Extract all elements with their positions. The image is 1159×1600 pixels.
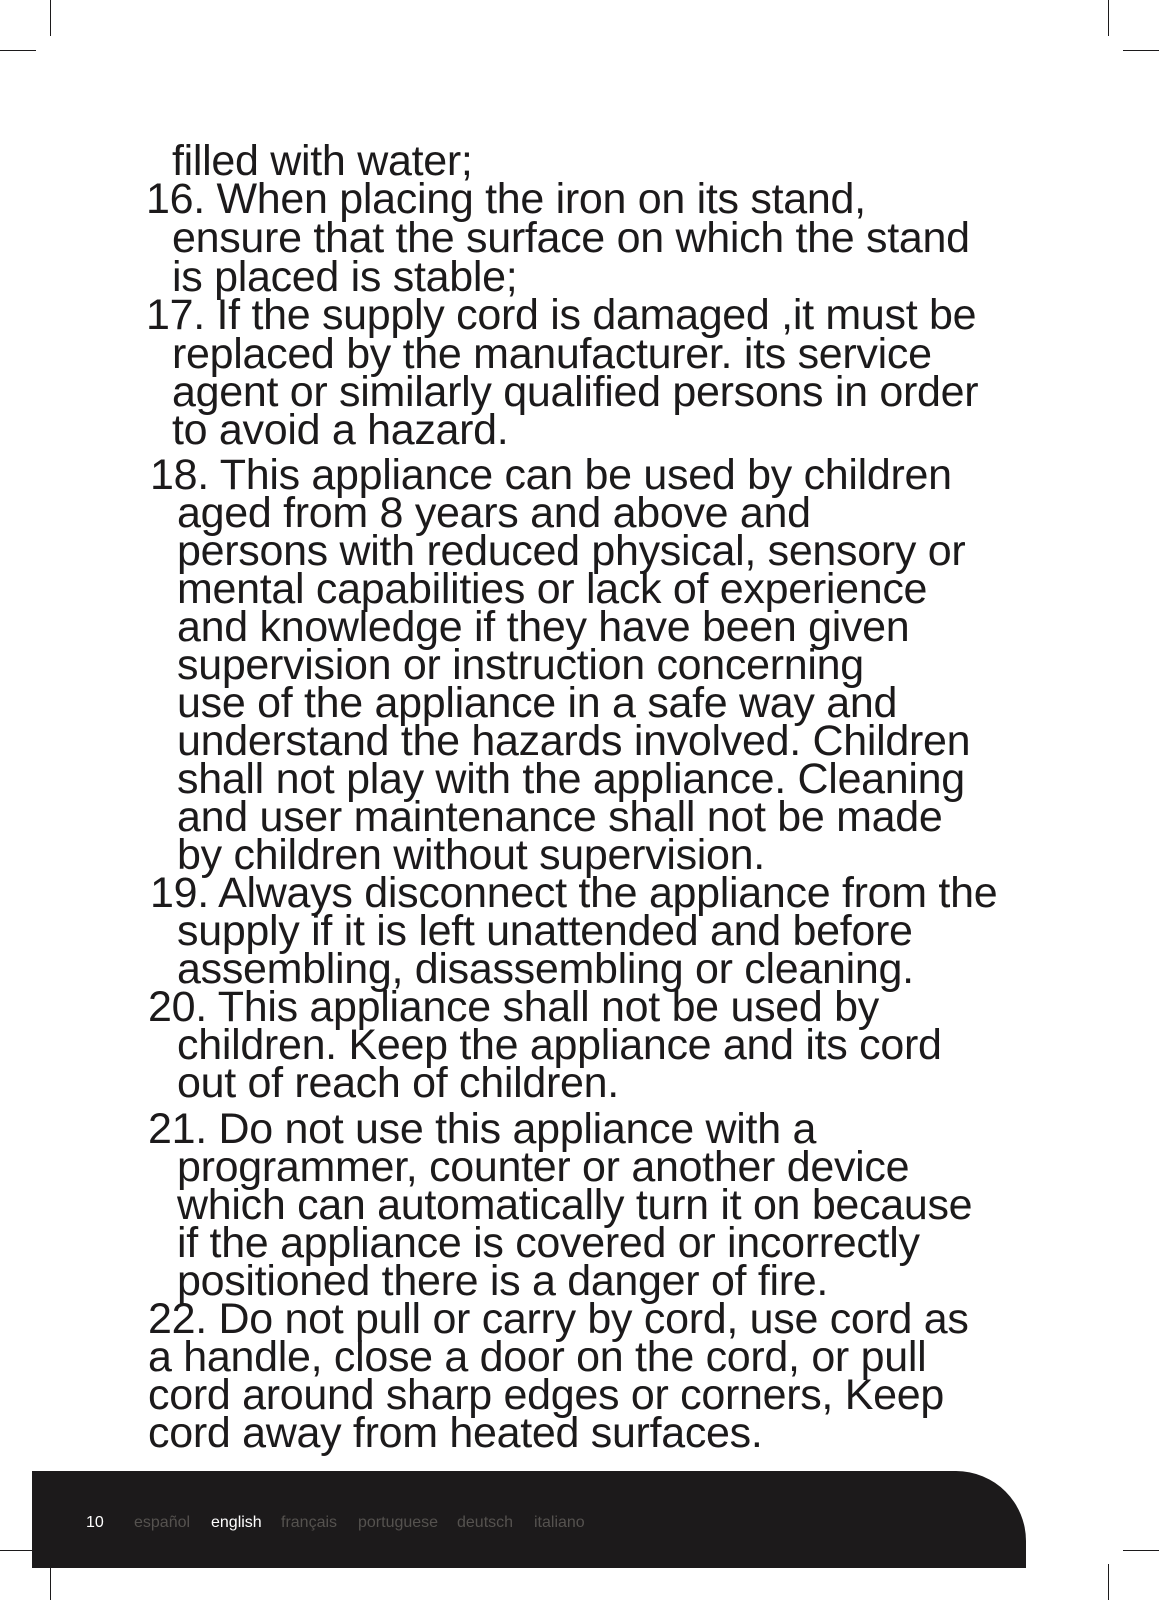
text-line: filled with water; bbox=[172, 137, 473, 185]
crop-mark-bottom-right-vertical bbox=[1108, 1564, 1109, 1600]
page-number: 10 bbox=[86, 1514, 104, 1531]
text-line: supply if it is left unattended and before bbox=[177, 907, 913, 955]
text-line: 19. Always disconnect the appliance from the bbox=[150, 869, 998, 917]
text-line: a handle, close a door on the cord, or pull bbox=[148, 1333, 927, 1381]
text-line: 21. Do not use this appliance with a bbox=[148, 1105, 817, 1153]
text-line: 22. Do not pull or carry by cord, use cord as bbox=[148, 1295, 969, 1343]
language-english[interactable]: english bbox=[211, 1514, 262, 1531]
text-line: to avoid a hazard. bbox=[172, 406, 509, 454]
text-line: shall not play with the appliance. Cleaning bbox=[177, 755, 965, 803]
language-francais[interactable]: français bbox=[281, 1514, 338, 1531]
text-line: mental capabilities or lack of experience bbox=[177, 565, 928, 613]
text-line: 16. When placing the iron on its stand, bbox=[146, 175, 866, 223]
text-line: agent or similarly qualified persons in order bbox=[172, 368, 979, 416]
crop-mark-bottom-left-horizontal bbox=[0, 1550, 36, 1551]
language-espanol[interactable]: español bbox=[134, 1514, 191, 1531]
language-portuguese[interactable]: portuguese bbox=[358, 1514, 439, 1531]
text-line: cord around sharp edges or corners, Keep bbox=[148, 1371, 944, 1419]
text-line: children. Keep the appliance and its cord bbox=[177, 1021, 942, 1069]
text-line: out of reach of children. bbox=[177, 1059, 619, 1107]
text-line: programmer, counter or another device bbox=[177, 1143, 910, 1191]
text-line: ensure that the surface on which the stand bbox=[172, 214, 970, 262]
text-line: is placed is stable; bbox=[172, 253, 518, 301]
text-line: replaced by the manufacturer. its service bbox=[172, 330, 932, 378]
text-line: which can automatically turn it on because bbox=[177, 1181, 973, 1229]
text-line: cord away from heated surfaces. bbox=[148, 1409, 763, 1457]
text-line: understand the hazards involved. Children bbox=[177, 717, 971, 765]
text-line: use of the appliance in a safe way and bbox=[177, 679, 898, 727]
language-italiano[interactable]: italiano bbox=[534, 1514, 585, 1531]
text-line: and knowledge if they have been given bbox=[177, 603, 910, 651]
text-line: 17. If the supply cord is damaged ,it must be bbox=[146, 291, 977, 339]
text-line: and user maintenance shall not be made bbox=[177, 793, 943, 841]
text-line: by children without supervision. bbox=[177, 831, 765, 879]
text-line: aged from 8 years and above and bbox=[177, 489, 811, 537]
text-line: 18. This appliance can be used by children bbox=[150, 451, 952, 499]
crop-mark-bottom-left-vertical bbox=[50, 1564, 51, 1600]
text-line: if the appliance is covered or incorrectly bbox=[177, 1219, 920, 1267]
language-deutsch[interactable]: deutsch bbox=[457, 1514, 514, 1531]
crop-mark-bottom-right-horizontal bbox=[1123, 1550, 1159, 1551]
text-line: positioned there is a danger of fire. bbox=[177, 1257, 829, 1305]
text-line: 20. This appliance shall not be used by bbox=[148, 983, 879, 1031]
text-line: supervision or instruction concerning bbox=[177, 641, 864, 689]
text-line: persons with reduced physical, sensory or bbox=[177, 527, 966, 575]
text-line: assembling, disassembling or cleaning. bbox=[177, 945, 914, 993]
